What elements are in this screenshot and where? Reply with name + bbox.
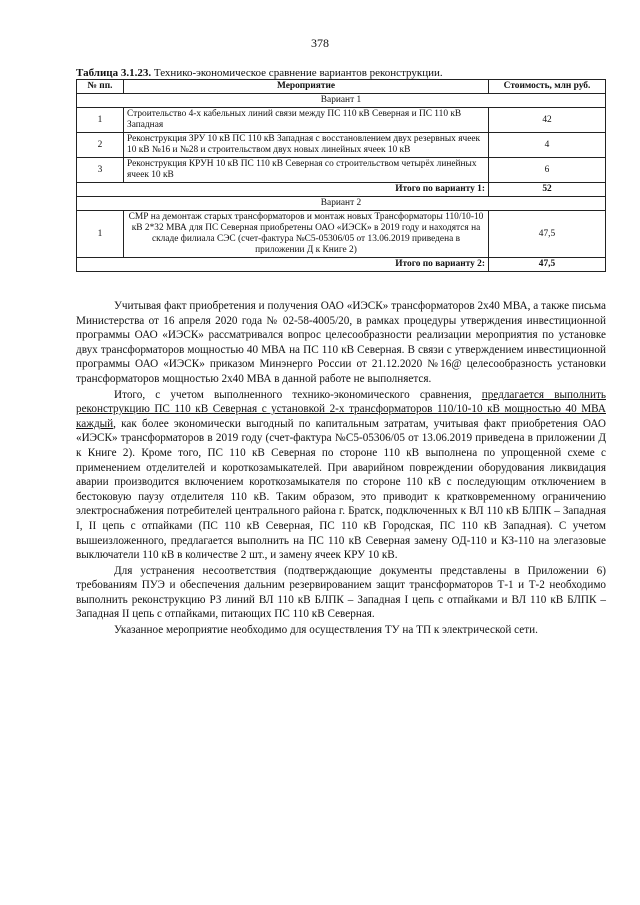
variant-1-total-value: 52 bbox=[489, 183, 606, 197]
body-text bbox=[76, 299, 606, 638]
row-action: СМР на демонтаж старых трансформаторов и монтаж новых Трансформаторы 110/10-10 кВ 2*32 МВА для ПС Северная приобретены ОАО «ИЭСК» в 2019 году и находятся на складе филиала СЭС (счет-фактура №С5-05306/05 от 13.06.2019 приведена в приложении Д к Книге 2) bbox=[124, 211, 489, 258]
row-num: 2 bbox=[77, 133, 124, 158]
table-caption-text: Технико-экономическое сравнение вариантов реконструкции. bbox=[151, 67, 443, 79]
row-cost: 6 bbox=[489, 158, 606, 183]
row-num: 1 bbox=[77, 211, 124, 258]
variant-1-label: Вариант 1 bbox=[77, 94, 606, 108]
table-header-row bbox=[77, 80, 606, 94]
row-action: Строительство 4-х кабельных линий связи между ПС 110 кВ Северная и ПС 110 кВ Западная bbox=[124, 108, 489, 133]
variant-2-total-value: 47,5 bbox=[489, 258, 606, 272]
variant-1-row bbox=[77, 94, 606, 108]
paragraph-2-end: , как более экономически выгодный по капитальным затратам, учитывая факт приобретения ОАО «ИЭСК» трансформаторов в 2019 году (счет-фактура №С5-05306/05 от 13.06.2019 приведена в приложении Д к Книге 2). Кроме того, ПС 110 кВ Северная по стороне 110 кВ выполнена по упрощенной схеме с применением отделителей и короткозамыкателей. При аварийном повреждении оборудования ликвидация аварии производится включением короткозамыкателя по стороне 110 кВ с последующим отключением в бестоковую паузу отделителя 110 кВ. Таким образом, это приводит к кратковременному ограничению электроснабжения потребителей центрального района г. Братск, подключенных к ВЛ 110 кВ БЛПК – Западная I, II цепь с отпайками (ПС 110 кВ Северная, ПС 110 кВ Городская, ПС 110 кВ Западная). С учетом вышеизложенного, предлагается выполнить на ПС 110 кВ Северная замену ОД-110 и КЗ-110 на элегазовые выключатели 110 кВ в количестве 2 шт., и замену ячеек КРУ 10 кВ. bbox=[76, 417, 606, 562]
table-row bbox=[77, 158, 606, 183]
row-cost: 47,5 bbox=[489, 211, 606, 258]
page-number: 378 bbox=[311, 36, 329, 50]
paragraph-3: Для устранения несоответствия (подтверждающие документы представлены в Приложении 6) требованиям ПУЭ и обеспечения дальним резервированием защит трансформаторов Т-1 и Т-2 необходимо выполнить реконструкцию РЗ линий ВЛ 110 кВ БЛПК – Западная I цепь с отпайками и ВЛ 110 кВ БЛПК – Западная II цепь с отпайками, питающих ПС 110 кВ Северная. bbox=[76, 564, 606, 621]
paragraph-2 bbox=[76, 388, 606, 563]
table-row bbox=[77, 108, 606, 133]
variant-1-total-label: Итого по варианту 1: bbox=[77, 183, 489, 197]
variant-1-total-row bbox=[77, 183, 606, 197]
row-action: Реконструкция КРУН 10 кВ ПС 110 кВ Северная со строительством четырёх линейных ячеек 10 кВ bbox=[124, 158, 489, 183]
table-row bbox=[77, 133, 606, 158]
paragraph-4: Указанное мероприятие необходимо для осуществления ТУ на ТП к электрической сети. bbox=[114, 624, 538, 637]
paragraph-1: Учитывая факт приобретения и получения ОАО «ИЭСК» трансформаторов 2х40 МВА, а также письма Министерства от 16 апреля 2020 года № 02-58-4005/20, в рамках процедуры утверждения инвестиционной программы ОАО «ИЭСК» рассматривался вопрос целесообразности реализации мероприятия по установке двух трансформаторов мощностью 40 МВА на ПС 110 кВ Северная. В связи с утверждением инвестиционной программы ОАО «ИЭСК» приказом Минэнерго России от 21.12.2020 №16@ целесообразность установки трансформаторов мощностью 2х40 МВА в данной работе не выполняется. bbox=[76, 300, 606, 385]
table-caption-number: Таблица 3.1.23. bbox=[76, 67, 152, 79]
header-action: Мероприятие bbox=[124, 80, 489, 94]
comparison-table bbox=[76, 79, 606, 272]
header-num: № пп. bbox=[77, 80, 124, 94]
row-cost: 42 bbox=[489, 108, 606, 133]
paragraph-2-start: Итого, с учетом выполненного технико-экономического сравнения, bbox=[114, 388, 482, 401]
row-action: Реконструкция ЗРУ 10 кВ ПС 110 кВ Западная с восстановлением двух резервных ячеек 10 кВ №16 и №28 и строительством двух новых линейных ячеек 10 кВ bbox=[124, 133, 489, 158]
table-caption bbox=[76, 67, 443, 79]
row-num: 3 bbox=[77, 158, 124, 183]
table-row bbox=[77, 211, 606, 258]
row-num: 1 bbox=[77, 108, 124, 133]
variant-2-total-row bbox=[77, 258, 606, 272]
variant-2-total-label: Итого по варианту 2: bbox=[77, 258, 489, 272]
variant-2-label: Вариант 2 bbox=[77, 197, 606, 211]
variant-2-row bbox=[77, 197, 606, 211]
row-cost: 4 bbox=[489, 133, 606, 158]
paragraph-2-underlined: предлагается выполнить реконструкцию ПС 110 кВ Северная с установкой 2-х трансформаторов 110/10-10 кВ мощностью 40 МВА каждый bbox=[76, 388, 606, 430]
header-cost: Стоимость, млн руб. bbox=[489, 80, 606, 94]
